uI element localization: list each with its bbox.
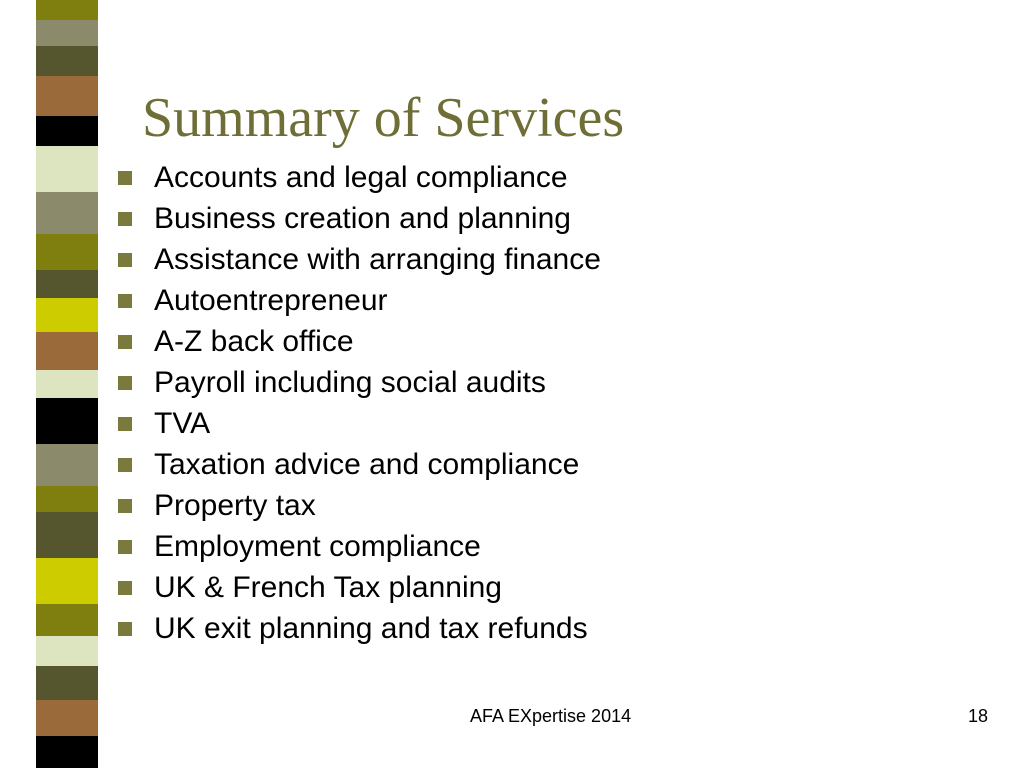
footer-text: AFA EXpertise 2014 — [470, 706, 632, 726]
slide-number: 18 — [967, 706, 988, 726]
stripe — [36, 76, 98, 116]
square-bullet-icon — [118, 458, 132, 472]
list-item — [118, 526, 601, 567]
bullet-text: Employment compliance — [154, 529, 481, 563]
services-bullet-list — [118, 157, 601, 649]
square-bullet-icon — [118, 294, 132, 308]
stripe — [36, 192, 98, 234]
stripe — [36, 46, 98, 76]
list-item — [118, 239, 601, 280]
slide-title: Summary of Services — [142, 87, 625, 149]
list-item — [118, 608, 601, 649]
square-bullet-icon — [118, 622, 132, 636]
stripe — [36, 298, 98, 332]
stripe — [36, 332, 98, 370]
stripe — [36, 116, 98, 146]
stripe — [36, 270, 98, 298]
bullet-text: Accounts and legal compliance — [154, 160, 568, 194]
bullet-text: TVA — [154, 406, 211, 440]
stripe — [36, 558, 98, 604]
stripe — [36, 736, 98, 768]
stripe — [36, 370, 98, 398]
stripe — [36, 636, 98, 666]
decorative-stripe-bar — [36, 0, 98, 768]
stripe — [36, 486, 98, 512]
list-item — [118, 321, 601, 362]
list-item — [118, 198, 601, 239]
stripe — [36, 512, 98, 558]
square-bullet-icon — [118, 581, 132, 595]
stripe — [36, 0, 98, 20]
square-bullet-icon — [118, 376, 132, 390]
bullet-text: Business creation and planning — [154, 201, 571, 235]
bullet-text: Property tax — [154, 488, 316, 522]
square-bullet-icon — [118, 335, 132, 349]
list-item — [118, 280, 601, 321]
square-bullet-icon — [118, 540, 132, 554]
square-bullet-icon — [118, 171, 132, 185]
list-item — [118, 485, 601, 526]
bullet-text: Taxation advice and compliance — [154, 447, 580, 481]
list-item — [118, 403, 601, 444]
bullet-text: UK exit planning and tax refunds — [154, 611, 588, 645]
stripe — [36, 20, 98, 46]
stripe — [36, 444, 98, 486]
list-item — [118, 567, 601, 608]
square-bullet-icon — [118, 499, 132, 513]
square-bullet-icon — [118, 417, 132, 431]
bullet-text: Autoentrepreneur — [154, 283, 388, 317]
square-bullet-icon — [118, 253, 132, 267]
square-bullet-icon — [118, 212, 132, 226]
bullet-text: Payroll including social audits — [154, 365, 546, 399]
list-item — [118, 362, 601, 403]
bullet-text: UK & French Tax planning — [154, 570, 502, 604]
list-item — [118, 157, 601, 198]
stripe — [36, 234, 98, 270]
bullet-text: Assistance with arranging finance — [154, 242, 601, 276]
stripe — [36, 398, 98, 444]
list-item — [118, 444, 601, 485]
stripe — [36, 666, 98, 700]
stripe — [36, 146, 98, 192]
bullet-text: A-Z back office — [154, 324, 354, 358]
stripe — [36, 604, 98, 636]
stripe — [36, 700, 98, 736]
